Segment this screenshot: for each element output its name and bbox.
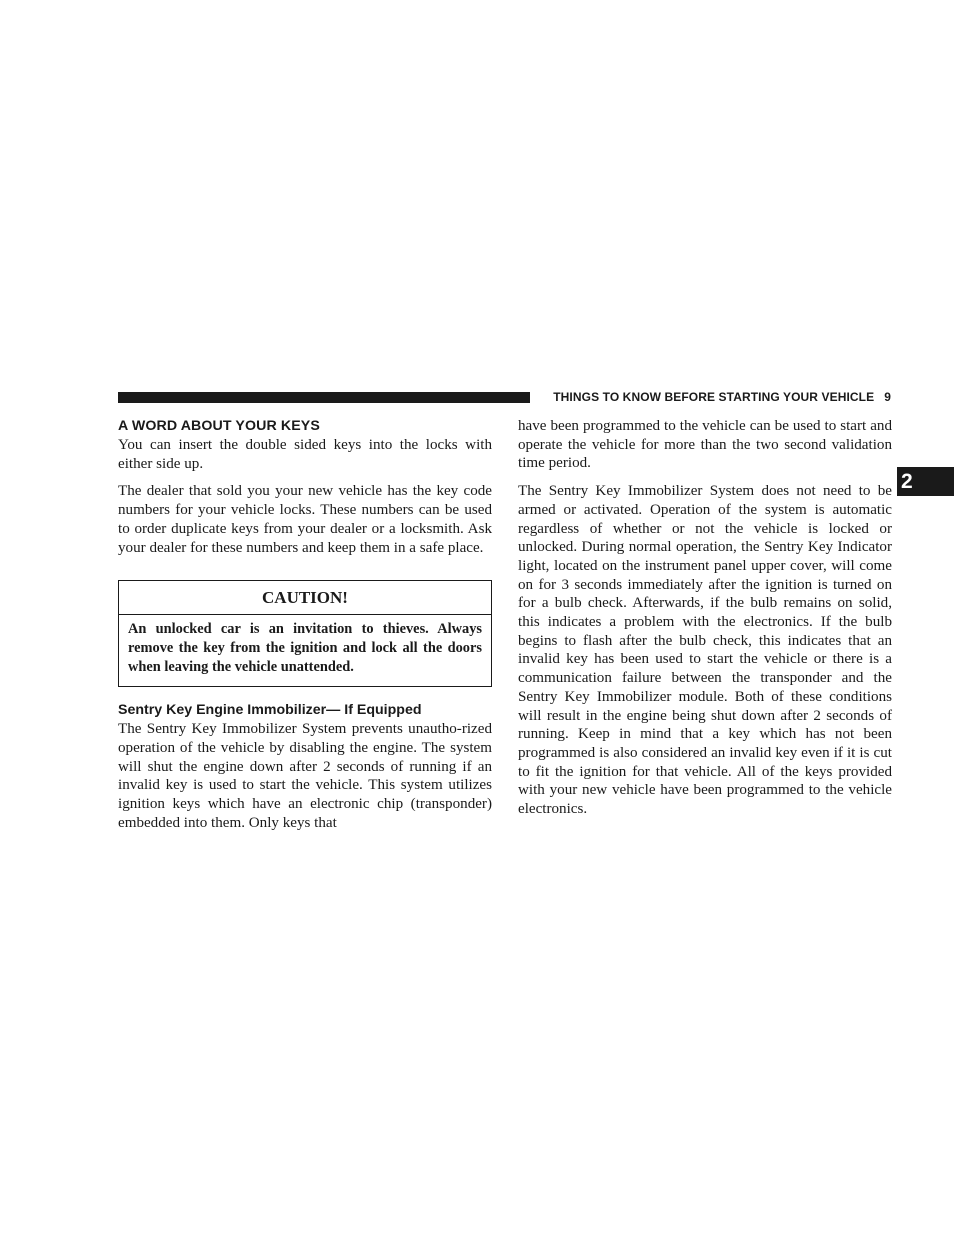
sentry-paragraph: The Sentry Key Immobilizer System prevents unautho-rized operation of the vehicle by disabling the engine. The system will shut the engine down after 2 seconds of running if an invalid key is used to start the vehicle. This system utilizes ignition keys which have an electronic chip (transponder) embedded into them. Only keys that: [118, 721, 492, 831]
sentry-section: [118, 701, 492, 832]
running-header: [553, 390, 891, 404]
sentry-subheading: Sentry Key Engine Immobilizer— If Equipped: [118, 702, 422, 719]
caution-box: [118, 580, 492, 687]
left-column: [118, 417, 492, 833]
header-rule: [118, 392, 530, 403]
sentry-operation-paragraph: The Sentry Key Immobilizer System does not need to be armed or activated. Operation of the system is automatic regardless of whether or not the vehicle is locked or unlocked. During normal operation, the Sentry Key Indicator light, located on the instrument panel upper cover, will come on for 3 seconds immediately after the ignition is turned on for a bulb check. Afterwards, if the bulb remains on solid, this indicates a problem with the electronics. If the bulb begins to flash after the bulb check, this indicates that an invalid key has been used to start the vehicle or there is a communication failure between the transponder and the Sentry Key Immobilizer module. Both of these conditions will result in the engine being shut down after 2 seconds of running. Keep in mind that a key which has not been programmed is also considered an invalid key even if it is cut to fit the ignition for that vehicle. All of the keys provided with your new vehicle have been programmed to the vehicle electronics.: [518, 483, 892, 818]
caution-text: An unlocked car is an invitation to thieves. Always remove the key from the ignition and lock all the doors when leaving the vehicle unattended.: [128, 621, 482, 675]
keys-paragraph-1: You can insert the double sided keys into the locks with either side up.: [118, 437, 492, 472]
caution-title: CAUTION!: [119, 581, 491, 615]
chapter-tab: 2: [897, 467, 954, 496]
sentry-paragraph-continued: have been programmed to the vehicle can be used to start and operate the vehicle for more than the two second validation time period.: [518, 418, 892, 472]
running-title: THINGS TO KNOW BEFORE STARTING YOUR VEHICLE: [553, 390, 875, 404]
section-heading-keys: A WORD ABOUT YOUR KEYS: [118, 418, 320, 434]
page-number: 9: [884, 390, 891, 404]
keys-paragraph-2: The dealer that sold you your new vehicle has the key code numbers for your vehicle locks. These numbers can be used to order duplicate keys from your dealer or a locksmith. Ask your dealer for these numbers and keep them in a safe place.: [118, 483, 492, 556]
right-column: [518, 417, 892, 819]
